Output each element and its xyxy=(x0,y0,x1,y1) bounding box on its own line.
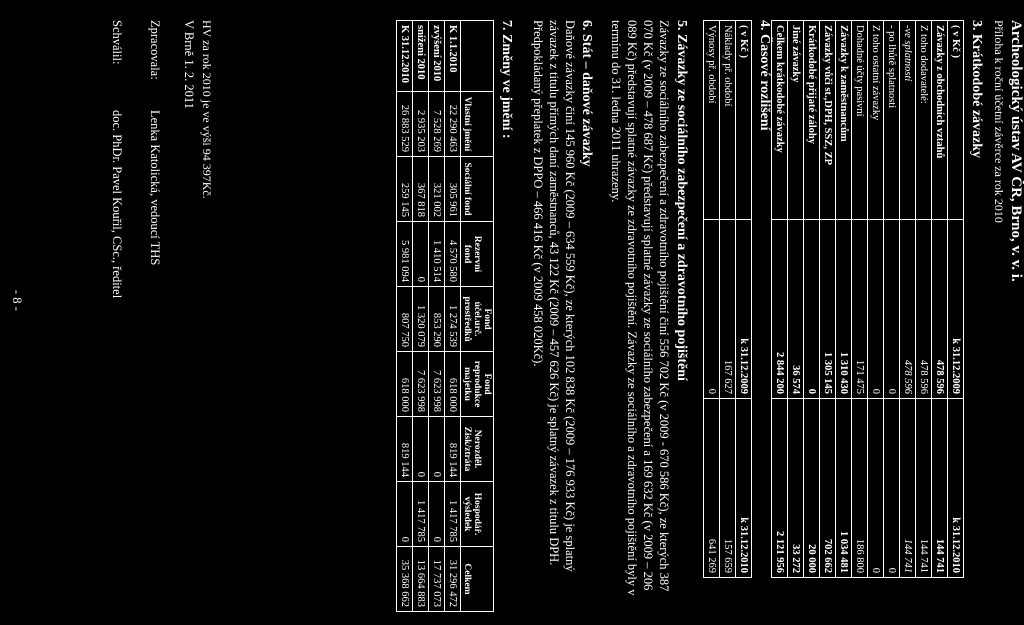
column-header: k 31.12.2010 xyxy=(736,399,752,578)
accruals-table xyxy=(703,20,752,578)
table-row xyxy=(820,21,836,578)
table-row xyxy=(397,21,413,612)
value-2010: 157 659 xyxy=(720,399,736,578)
value-2009: 478 596 xyxy=(932,220,948,399)
value-cell: 1 417 785 xyxy=(413,482,429,547)
value-2010: 20 000 xyxy=(804,399,820,578)
table-row xyxy=(720,21,736,578)
section6-heading: 6. Stát – daňové závazky xyxy=(579,20,594,167)
table-row xyxy=(413,21,429,612)
page-number: - 8 - xyxy=(10,290,24,311)
value-cell: 7 623 998 xyxy=(413,352,429,417)
value-2009: 478 596 xyxy=(900,220,916,399)
value-cell: 1 320 079 xyxy=(413,287,429,352)
approved-label: Schválil: xyxy=(110,20,124,65)
document-subtitle: Příloha k roční účetní závěrce za rok 2010 xyxy=(992,20,1006,223)
column-header: Fond reprodukce majetku xyxy=(461,352,494,417)
value-2010: 2 121 956 xyxy=(772,399,788,578)
column-header: Fond účel.urč. prostředků xyxy=(461,287,494,352)
value-cell: 0 xyxy=(413,222,429,287)
value-cell: 7 528 269 xyxy=(429,92,445,157)
value-cell: 853 290 xyxy=(429,287,445,352)
row-label: Náklady př. období xyxy=(720,21,736,220)
value-cell: 259 145 xyxy=(397,157,413,222)
value-2009: 0 xyxy=(704,220,720,399)
column-header: Rezervní fond xyxy=(461,222,494,287)
value-cell: 1 274 539 xyxy=(445,287,461,352)
value-cell: 0 xyxy=(429,417,445,482)
value-2010: 0 xyxy=(884,399,900,578)
column-header: Sociální fond xyxy=(461,157,494,222)
value-2009: 171 475 xyxy=(852,220,868,399)
value-2009: 36 574 xyxy=(788,220,804,399)
value-cell: 31 296 472 xyxy=(445,547,461,612)
row-label: Závazky z obchodních vztahů xyxy=(932,21,948,220)
value-cell: 321 002 xyxy=(429,157,445,222)
table-row xyxy=(772,21,788,578)
table-row xyxy=(445,21,461,612)
value-cell: 819 144 xyxy=(445,417,461,482)
column-header: ( v Kč ) xyxy=(948,21,964,220)
section5-text: Závazky ze sociálního zabezpečení a zdravotního pojištění činí 556 702 Kč (v 2009 - 670 586 Kč), ze kterých 387 070 Kč (v 2009 – 478 687 Kč) představují splatné závazky ze sociálního zabezpečení a 169 632 Kč (v 2009 – 206 089 Kč) představují splatné závazky ze zdravotního pojištění. Závazky ze sociálního a zdravotního pojištění byly v termínu do 31. ledna 2011 uhrazeny. xyxy=(609,20,671,596)
column-header: k 31.12.2009 xyxy=(948,220,964,399)
value-cell: 1 410 514 xyxy=(429,222,445,287)
table-row xyxy=(804,21,820,578)
value-cell: 819 144 xyxy=(397,417,413,482)
row-label: Dohadné účty pasivní xyxy=(852,21,868,220)
table-header-row xyxy=(736,21,752,578)
value-2010: 33 272 xyxy=(788,399,804,578)
value-2010: 186 800 xyxy=(852,399,868,578)
value-2009: 0 xyxy=(884,220,900,399)
section4-heading: 4. Časové rozlišení xyxy=(757,20,772,131)
value-cell: 367 818 xyxy=(413,157,429,222)
value-cell: 13 664 883 xyxy=(413,547,429,612)
column-header: Hospodář. výsledek xyxy=(461,482,494,547)
value-cell: 0 xyxy=(413,417,429,482)
row-label: Z toho dodavatelé: xyxy=(916,21,932,220)
section6-text: Daňové závazky činí 145 960 Kč (2009 – 634 559 Kč), ze kterých 102 838 Kč (2009 – 176 933 Kč) je splatný závazek z titulu přímých daní zaměstnanců, 43 122 Kč (2009 – 457 626 Kč) je splatný závazek z titulu DPH. Předpokládaný přeplatek z DPPO – 466 416 Kč (v 2009 458 020Kč). xyxy=(531,20,577,572)
section3-heading: 3. Krátkodobé závazky xyxy=(969,20,984,159)
value-cell: 26 883 529 xyxy=(397,92,413,157)
value-2010: 641 269 xyxy=(704,399,720,578)
column-header: ( v Kč ) xyxy=(736,21,752,220)
table-row xyxy=(884,21,900,578)
column-header: Vlastní jmění xyxy=(461,92,494,157)
column-header: Nerozděl. Zisk/ztráta xyxy=(461,417,494,482)
table-row xyxy=(836,21,852,578)
value-cell: 2 935 203 xyxy=(413,92,429,157)
value-cell: 5 981 094 xyxy=(397,222,413,287)
row-label: snížení 2010 xyxy=(413,21,429,92)
table-row xyxy=(788,21,804,578)
prepared-name: Lenka Katolická, vedoucí THS xyxy=(148,110,162,266)
column-header: k 31.12.2009 xyxy=(736,220,752,399)
value-2010: 702 662 xyxy=(820,399,836,578)
section7-heading: 7. Změny ve jmění : xyxy=(499,20,514,139)
column-header xyxy=(461,21,494,92)
table-header-row xyxy=(461,21,494,612)
short-term-liabilities-table xyxy=(771,20,964,578)
value-cell: 305 961 xyxy=(445,157,461,222)
value-cell: 618 000 xyxy=(397,352,413,417)
value-cell: 22 290 463 xyxy=(445,92,461,157)
value-cell: 0 xyxy=(429,482,445,547)
value-cell: 35 368 662 xyxy=(397,547,413,612)
row-label: -ve splatnosti xyxy=(900,21,916,220)
value-2009: 0 xyxy=(868,220,884,399)
row-label: Celkem krátkodobé závazky xyxy=(772,21,788,220)
row-label: K 31.12.2010 xyxy=(397,21,413,92)
table-row xyxy=(852,21,868,578)
table-row xyxy=(429,21,445,612)
value-2010: 144 741 xyxy=(900,399,916,578)
section5-heading: 5. Závazky ze sociálního zabezpečení a zdravotního pojištění xyxy=(674,20,689,381)
value-cell: 618 000 xyxy=(445,352,461,417)
prepared-label: Zpracovala: xyxy=(148,20,162,80)
value-cell: 17 737 073 xyxy=(429,547,445,612)
value-2010: 144 741 xyxy=(916,399,932,578)
value-cell: 0 xyxy=(397,482,413,547)
table-row xyxy=(868,21,884,578)
place-date: V Brně 1. 2. 2011 xyxy=(182,20,196,109)
value-2010: 144 741 xyxy=(932,399,948,578)
row-label: - po lhůtě splatnosti xyxy=(884,21,900,220)
equity-changes-table xyxy=(396,20,494,612)
value-2009: 2 844 200 xyxy=(772,220,788,399)
value-cell: 4 570 580 xyxy=(445,222,461,287)
value-2010: 1 034 481 xyxy=(836,399,852,578)
table-row xyxy=(900,21,916,578)
value-2009: 478 596 xyxy=(916,220,932,399)
column-header: Celkem xyxy=(461,547,494,612)
value-2009: 0 xyxy=(804,220,820,399)
row-label: Krátkodobé přijaté zálohy xyxy=(804,21,820,220)
row-label: Jiné závazky xyxy=(788,21,804,220)
row-label: Závazky vůči st.,DPH, SSZ, ZP xyxy=(820,21,836,220)
row-label: Výnosy př. období xyxy=(704,21,720,220)
profit-note: HV za rok 2010 je ve výši 94 397Kč. xyxy=(200,20,214,199)
value-2009: 1 305 145 xyxy=(820,220,836,399)
column-header: k 31.12.2010 xyxy=(948,399,964,578)
value-2010: 0 xyxy=(868,399,884,578)
value-cell: 1 417 785 xyxy=(445,482,461,547)
document-title: Archeologický ústav AV ČR, Brno, v. v. i. xyxy=(1008,20,1024,282)
value-2009: 1 310 430 xyxy=(836,220,852,399)
table-row xyxy=(704,21,720,578)
value-cell: 7 623 998 xyxy=(429,352,445,417)
row-label: K 1.1.2010 xyxy=(445,21,461,92)
table-row xyxy=(916,21,932,578)
row-label: Z toho ostatní závazky xyxy=(868,21,884,220)
table-header-row xyxy=(948,21,964,578)
row-label: Závazky k zaměstnancům xyxy=(836,21,852,220)
value-2009: 167 627 xyxy=(720,220,736,399)
value-cell: 807 750 xyxy=(397,287,413,352)
approved-name: doc. PhDr. Pavel Kouřil, CSc., ředitel xyxy=(110,110,124,299)
table-row xyxy=(932,21,948,578)
row-label: zvýšení 2010 xyxy=(429,21,445,92)
